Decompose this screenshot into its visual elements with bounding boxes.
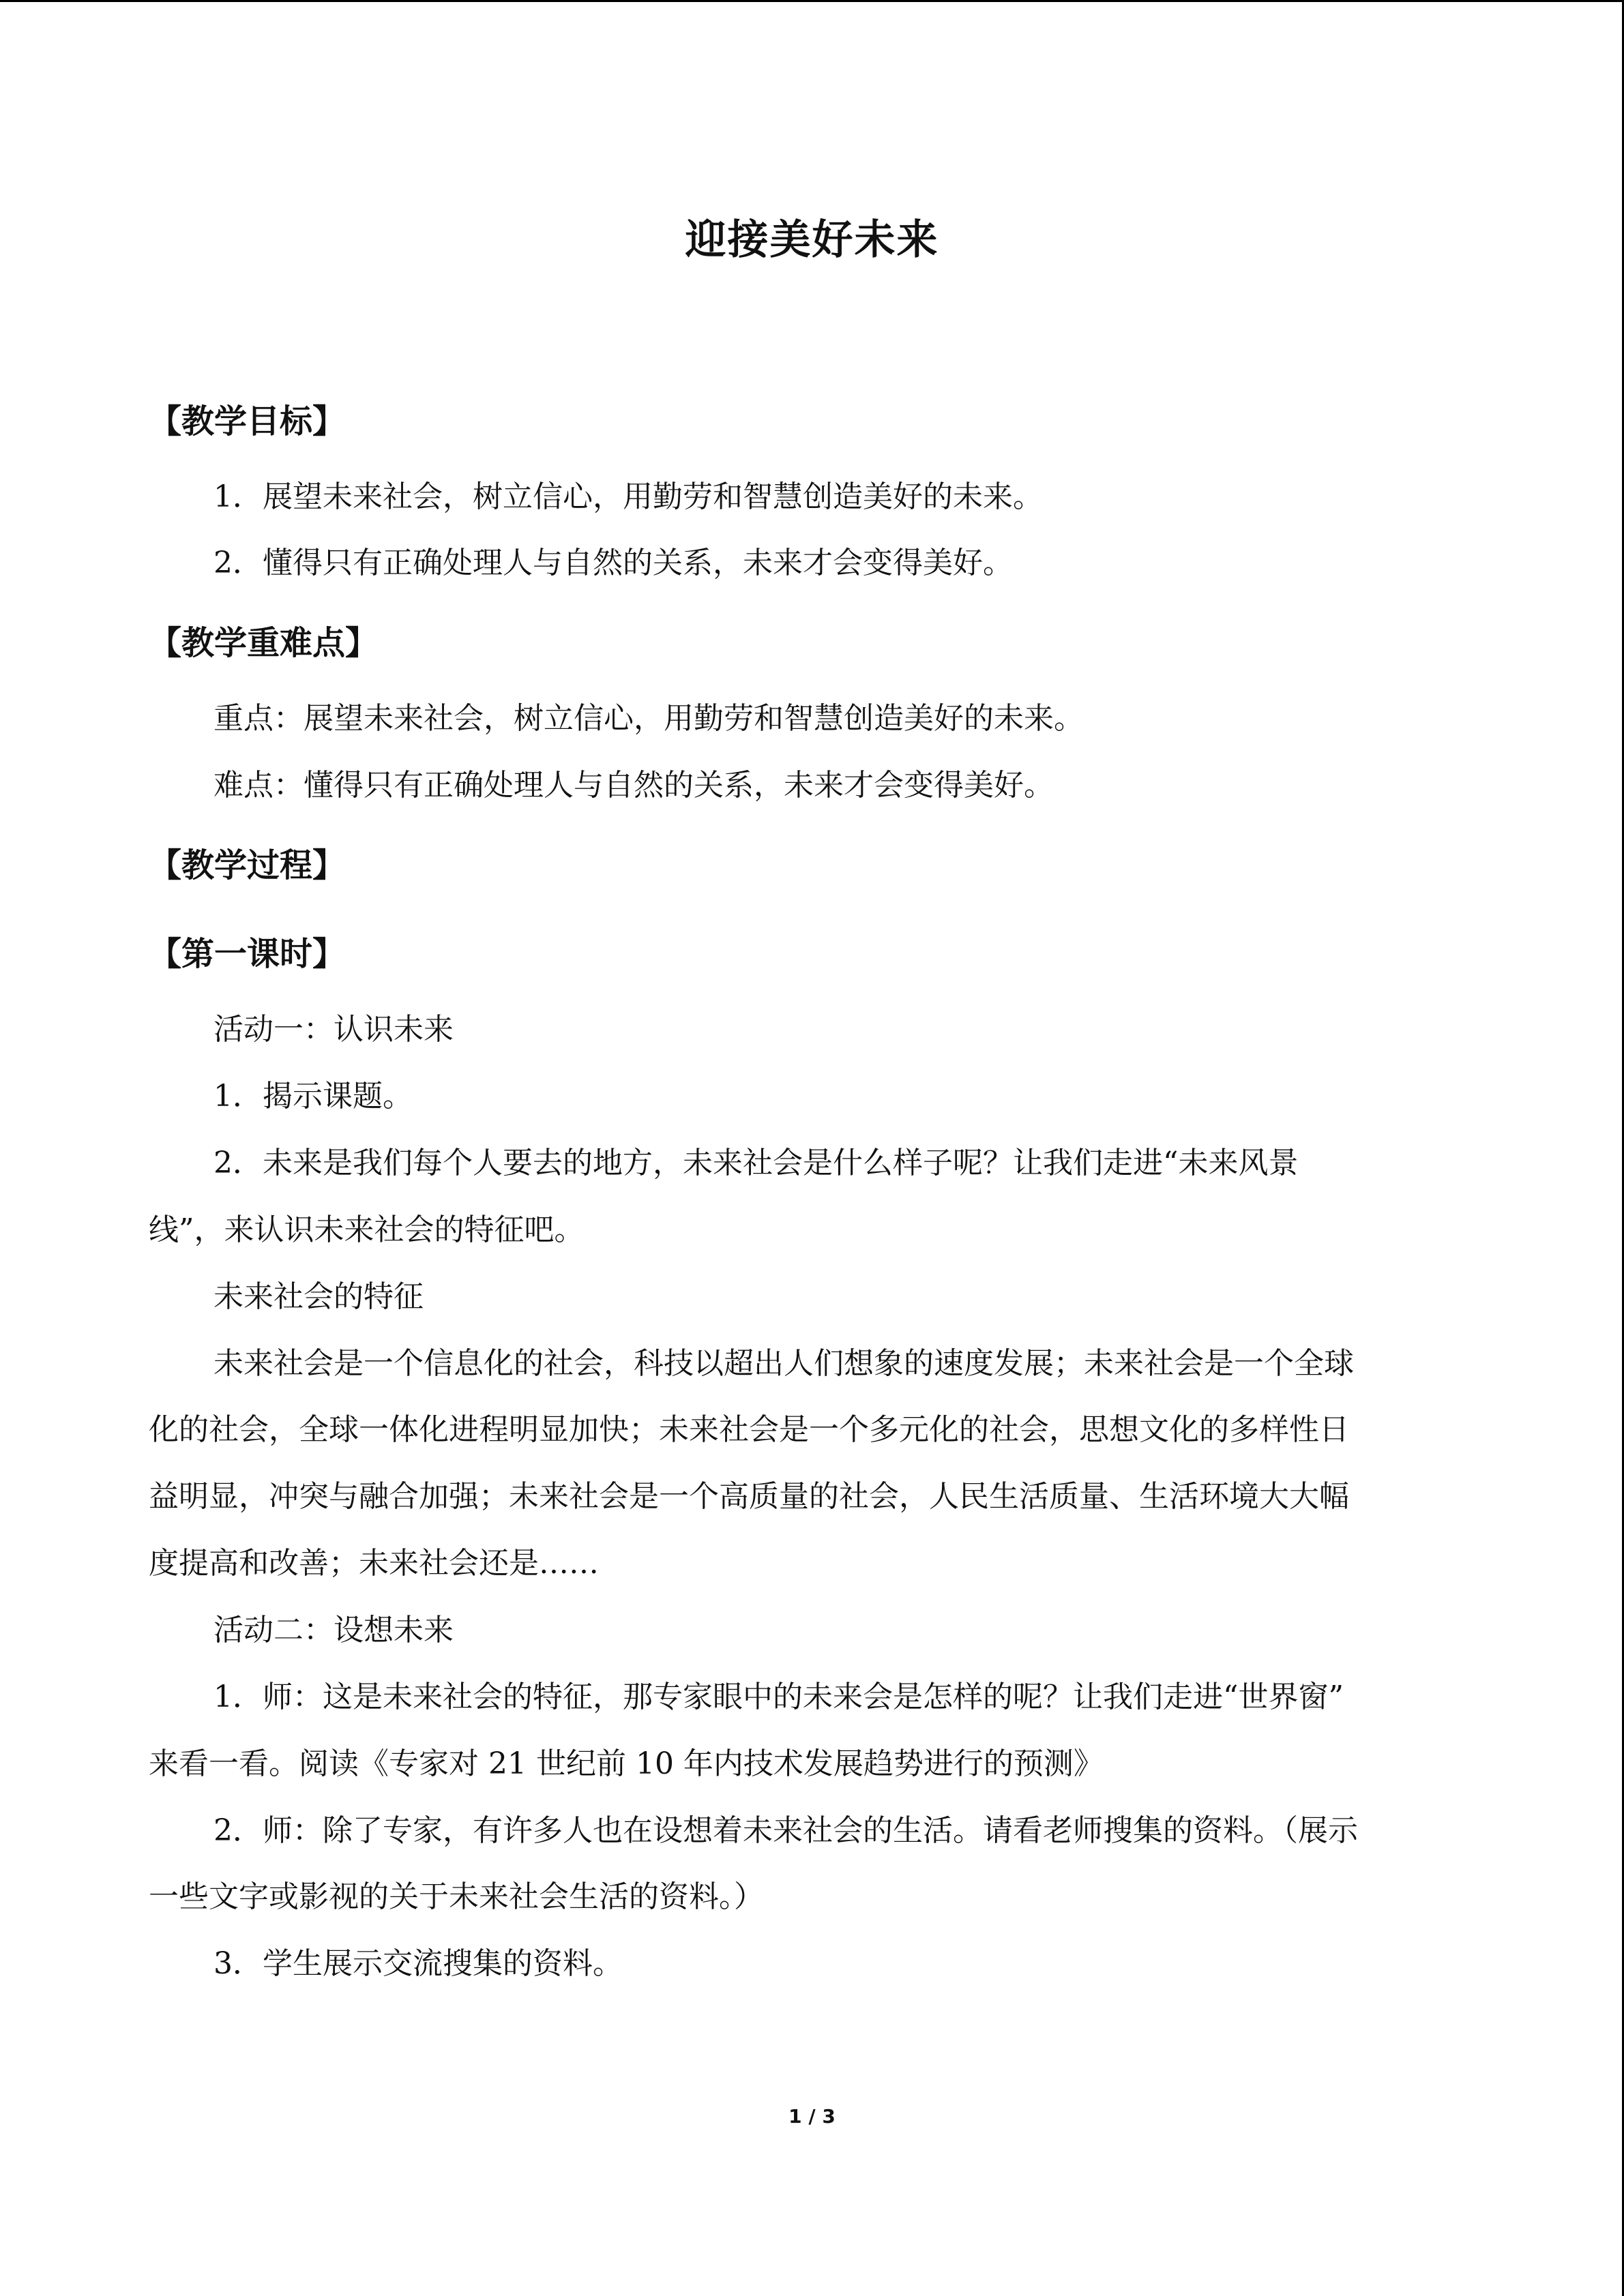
page-number: 1 / 3 [788,2105,836,2128]
paragraph-line: 未来社会是一个信息化的社会，科技以超出人们想象的速度发展；未来社会是一个全球 [213,1346,1354,1381]
paragraph-line: 化的社会，全球一体化进程明显加快；未来社会是一个多元化的社会，思想文化的多样性日 [149,1412,1349,1447]
paragraph-line: 1．揭示课题。 [213,1079,413,1114]
activity-1-title: 活动一：认识未来 [213,1012,454,1047]
key-point: 重点：展望未来社会，树立信心，用勤劳和智慧创造美好的未来。 [213,701,1084,736]
difficult-point: 难点：懂得只有正确处理人与自然的关系，未来才会变得美好。 [213,768,1054,803]
paragraph-line: 2．未来是我们每个人要去的地方，未来社会是什么样子呢？让我们走进“未来风景 [213,1146,1299,1180]
paragraph-line: 度提高和改善；未来社会还是…… [149,1546,599,1581]
paragraph-line: 1．师：这是未来社会的特征，那专家眼中的未来会是怎样的呢？让我们走进“世界窗” [213,1680,1344,1714]
page-border-top [0,0,1624,2]
goal-item-1: 1．展望未来社会，树立信心，用勤劳和智慧创造美好的未来。 [213,479,1043,514]
paragraph-line: 3．学生展示交流搜集的资料。 [213,1946,623,1981]
heading-teaching-goals: 【教学目标】 [149,402,346,441]
paragraph-line: 来看一看。阅读《专家对 21 世纪前 10 年内技术发展趋势进行的预测》 [149,1746,1104,1781]
activity-2-title: 活动二：设想未来 [213,1613,454,1648]
paragraph-line: 线”，来认识未来社会的特征吧。 [149,1212,585,1247]
paragraph-line: 益明显，冲突与融合加强；未来社会是一个高质量的社会，人民生活质量、生活环境大大幅 [149,1479,1349,1514]
heading-key-difficult-points: 【教学重难点】 [149,624,379,662]
heading-first-lesson: 【第一课时】 [149,935,346,973]
document-title: 迎接美好未来 [685,216,939,264]
goal-item-2: 2．懂得只有正确处理人与自然的关系，未来才会变得美好。 [213,546,1013,580]
paragraph-line: 2．师：除了专家，有许多人也在设想着未来社会的生活。请看老师搜集的资料。（展示 [213,1813,1358,1848]
paragraph-line: 一些文字或影视的关于未来社会生活的资料。） [149,1879,764,1914]
subheading-future-features: 未来社会的特征 [213,1279,424,1314]
heading-teaching-process: 【教学过程】 [149,846,346,884]
